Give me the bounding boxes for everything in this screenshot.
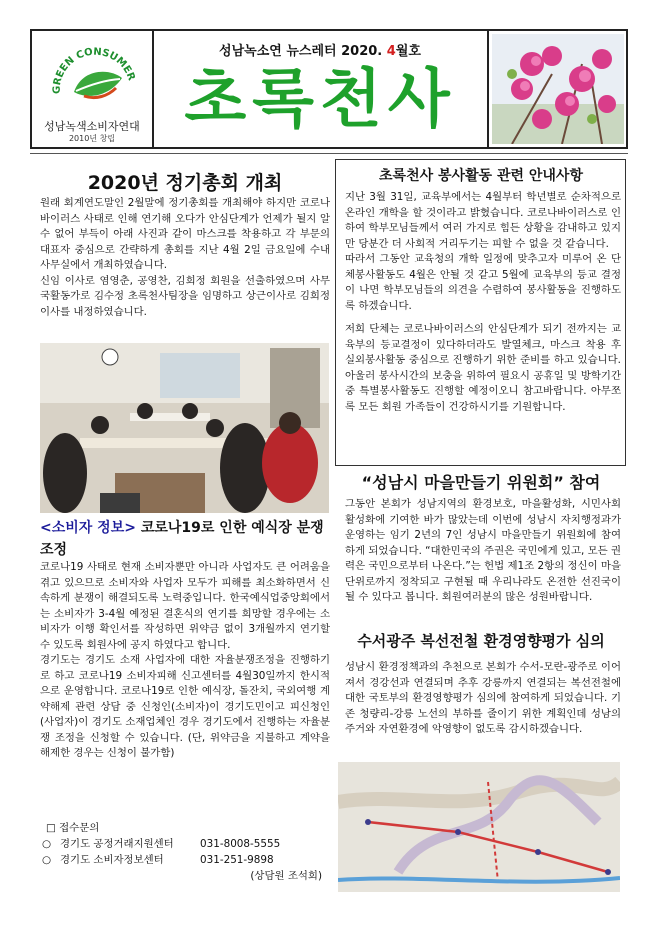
masthead-divider xyxy=(487,29,489,149)
article-body xyxy=(40,560,330,762)
paragraph: 경기도는 경기도 소재 사업자에 대한 자율분쟁조정을 진행하기로 하고 코로나19 소비자피해 신고센터를 4월30일까지 한시적으로 운영합니다. 코로나19로 인한 예식장, 돌잔치, 국외여행 계약해제 관련 상담 중 신청인(소비자)이 경기도민이고 피신청인(사업자)이 경기도 소재업체인 경우 경기도에서 진행하는 자율분쟁 조정을 신청할 수 있습니다. (단, 위약금을 지불하고 계약을 해제한 경우는 신청이 불가함) xyxy=(40,654,330,759)
article-body xyxy=(40,196,330,320)
paragraph: 그동안 본회가 성남지역의 환경보호, 마을활성화, 시민사회 활성화에 기여한 바가 많았는데 이번에 성남시 자치행정과가 운영하는 임기 2년의 7인 성남시 마을만들기 위원회에 참여하게 되었습니다. “대한민국의 주권은 국민에게 있고, 모든 권력은 국민으로부터 나온다.”는 헌법 제1조 2항의 정신이 마을 단위로까지 정착되고 구현될 때 우리나라도 온전한 선진국이 될 수 있다고 봅니다. 회원여러분의 많은 성원바랍니다. xyxy=(345,498,622,603)
org-name: 성남녹색소비자연대 xyxy=(44,120,140,133)
article-heading: 수서광주 복선전철 환경영향평가 심의 xyxy=(357,632,605,650)
article-heading: “성남시 마을만들기 위원회” 참여 xyxy=(361,473,601,492)
newsletter-title: 초록천사 xyxy=(184,62,456,137)
founded-year: 2010년 창립 xyxy=(68,134,116,143)
leaf-icon xyxy=(74,72,122,98)
contact-block xyxy=(40,820,330,884)
article-heading: <소비자 정보> 코로나19로 인한 예식장 분쟁 조정 xyxy=(40,520,324,558)
article-heading: 2020년 정기총회 개최 xyxy=(87,172,283,194)
paragraph: 원래 회계연도말인 2월말에 정기총회를 개최해야 하지만 코로나바이러스 사태로 인해 연기해 오다가 안심단계가 언제가 될지 알 수 없어 부득이 아래 사진과 같이 마스크를 착용하고 각 부문의 대표자 중심으로 간략하게 총회를 지난 4월 2일 금요일에 수내사무실에서 개최하였습니다. xyxy=(40,197,330,271)
newsletter-issue: 성남녹소연 뉴스레터 2020. 4월호 xyxy=(219,44,421,59)
contact-item: ○ 경기도 소비자정보센터 031-251-9898 xyxy=(42,854,274,866)
article-body xyxy=(345,190,621,415)
paragraph: 저희 단체는 코로나바이러스의 안심단계가 되기 전까지는 교육부의 등교결정이 있다하더라도 발열체크, 마스크 착용 후 실외봉사활동 중심으로 진행하기 위한 준비를 하고 있습니다. 아울러 봉사시간의 보충을 위하여 필요시 공휴일 및 방학기간 중 특별봉사활동도 진행할 예정이오니 참고바랍니다. 아무쪼록 모든 회원 가족들이 건강하시기를 기원합니다. xyxy=(345,323,621,413)
paragraph: 코로나19 사태로 현재 소비자뿐만 아니라 사업자도 큰 어려움을 겪고 있으므로 소비자와 사업자 모두가 피해를 최소화하면서 신속하게 분쟁이 해결되도록 노력중입니다. 한국예식업중앙회에서는 소비자가 3-4월 예정된 결혼식의 연기를 희망할 경우에는 소비자가 이행 확인서를 작성하면 위약금 없이 3개월까지 연기할 수 있도록 회원사에 공지 하였다고 합니다. xyxy=(40,561,330,651)
railway-route-map xyxy=(338,762,620,892)
masthead-divider xyxy=(152,29,154,149)
contact-note: (상담원 조석희) xyxy=(250,870,322,882)
header-rule xyxy=(30,153,628,154)
article-body xyxy=(345,660,621,738)
paragraph: 지난 3월 31일, 교육부에서는 4월부터 학년별로 순차적으로 온라인 개학을 할 것이라고 밝혔습니다. 코로나바이러스로 인하여 학부모님들께서 여러 가지로 힘든 상황을 감내하고 있지만 당분간 더 사회적 거리두기는 피할 수 없을 것 같습니다. xyxy=(345,191,621,250)
paragraph: 따라서 그동안 교육청의 개학 일정에 맞추고자 미루어 온 단체봉사활동도 4월은 안될 것 같고 5월에 교육부의 등교 결정이 나면 학부모님들의 의견을 수렴하여 봉사활동을 진행하도록 하겠습니다. xyxy=(345,253,621,312)
flower-photo xyxy=(492,34,624,144)
contact-title: □ 접수문의 xyxy=(46,822,100,834)
paragraph: 신임 이사로 염영춘, 공영찬, 김희정 회원을 선출하였으며 사무국활동가로 김수정 초록천사팀장을 임명하고 상근이사로 김희정이사를 내정하였습니다. xyxy=(40,274,330,318)
article-body xyxy=(345,497,621,606)
paragraph: 성남시 환경정책과의 추천으로 본회가 수서-모란-광주로 이어져서 경강선과 연결되며 추후 강릉까지 연결되는 복선전철에 대한 국토부의 환경영향평가 심의에 참여하게 되었습니다. 기존 청량리-강릉 노선의 부하를 줄이기 위한 계획인데 성남의 주거와 자연환경에 악영향이 없도록 감시하겠습니다. xyxy=(345,661,621,735)
consumer-info-tag: <소비자 정보> xyxy=(40,520,136,536)
green-consumer-logo xyxy=(44,34,140,118)
contact-item: ○ 경기도 공정거래지원센터 031-8008-5555 xyxy=(42,838,281,850)
article-heading: 초록천사 봉사활동 관련 안내사항 xyxy=(379,168,583,184)
meeting-photo xyxy=(40,343,329,513)
logo-ring-text: GREEN CONSUMER xyxy=(51,46,137,95)
